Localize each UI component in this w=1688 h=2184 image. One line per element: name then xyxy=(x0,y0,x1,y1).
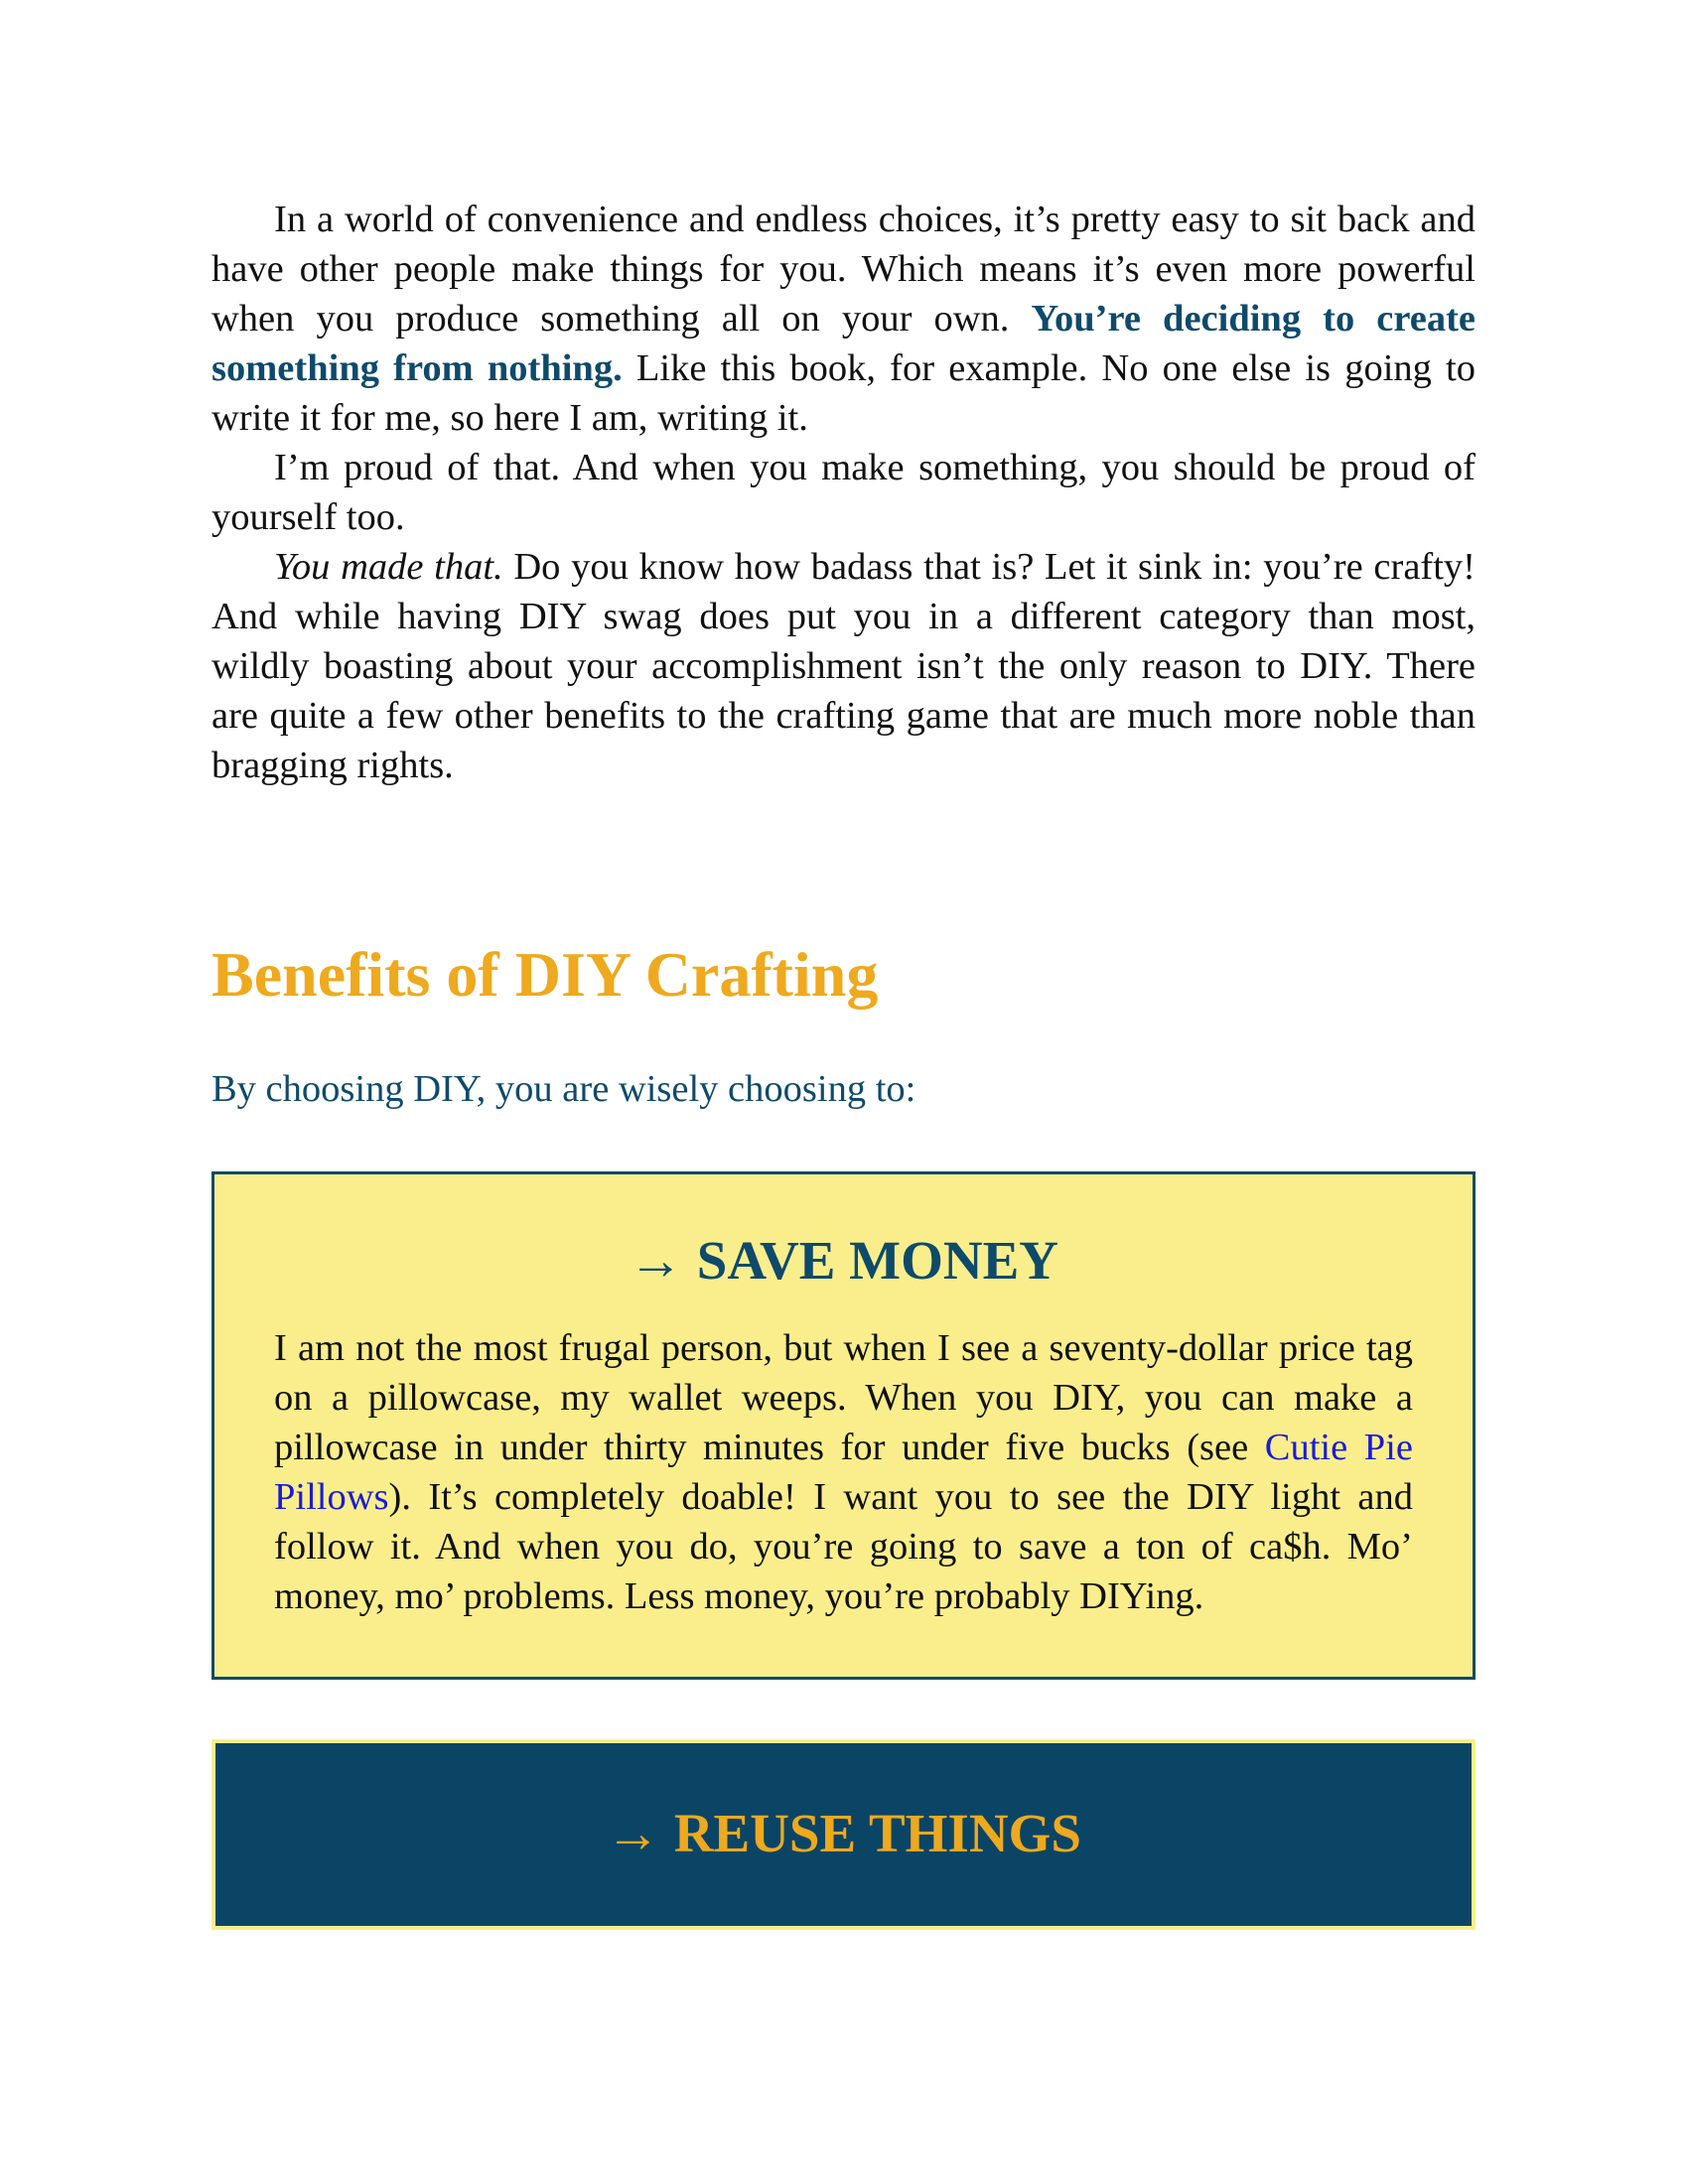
save-money-text-b: ). It’s completely doable! I want you to see the DIY light and follow it. And when you do, you’re going to save a ton of ca$h. Mo’ money, mo’ problems. Less money, you’re probably DIYing. xyxy=(274,1476,1413,1617)
cutie-pie-pillows-link[interactable]: Cutie Pie Pillows xyxy=(274,1427,1414,1518)
reuse-things-box xyxy=(211,1739,1476,1930)
intro-paragraph-1-text-a: In a world of convenience and endless choices, it’s pretty easy to sit back and have other people make things for you. Which means it’s even more powerful when you produce something all on your own. xyxy=(211,199,1476,340)
intro-paragraph-3-text: Do you know how badass that is? Let it sink in: you’re crafty! And while having DIY swag does put you in a different category than most, wildly boasting about your accomplishment isn’t the only reason to DIY. There are quite a few other benefits to the crafting game that are much more noble than bragging rights. xyxy=(211,546,1476,786)
intro-italic-phrase: You made that. xyxy=(274,546,503,588)
intro-paragraph-1-text-b: Like this book, for example. No one else is going to write it for me, so here I am, writing it. xyxy=(211,347,1476,439)
section-subheading: By choosing DIY, you are wisely choosing to: xyxy=(211,1068,916,1110)
section-heading: Benefits of DIY Crafting xyxy=(211,939,879,1010)
save-money-text xyxy=(274,1323,1413,1621)
save-money-title: → SAVE MONEY xyxy=(629,1230,1058,1291)
intro-paragraph-1 xyxy=(211,195,1476,443)
page-content xyxy=(211,195,1476,1930)
intro-paragraph-2: I’m proud of that. And when you make something, you should be proud of yourself too. xyxy=(211,447,1476,538)
intro-paragraph-3 xyxy=(211,542,1476,790)
save-money-box xyxy=(211,1171,1476,1680)
save-money-text-a: I am not the most frugal person, but when I see a seventy-dollar price tag on a pillowcase, my wallet weeps. When you DIY, you can make a pillowcase in under thirty minutes for under five bucks (see xyxy=(274,1327,1413,1468)
intro-emphasis: You’re deciding to create something from nothing. xyxy=(211,298,1477,389)
intro-section xyxy=(211,195,1476,790)
reuse-things-title: → REUSE THINGS xyxy=(606,1803,1081,1863)
